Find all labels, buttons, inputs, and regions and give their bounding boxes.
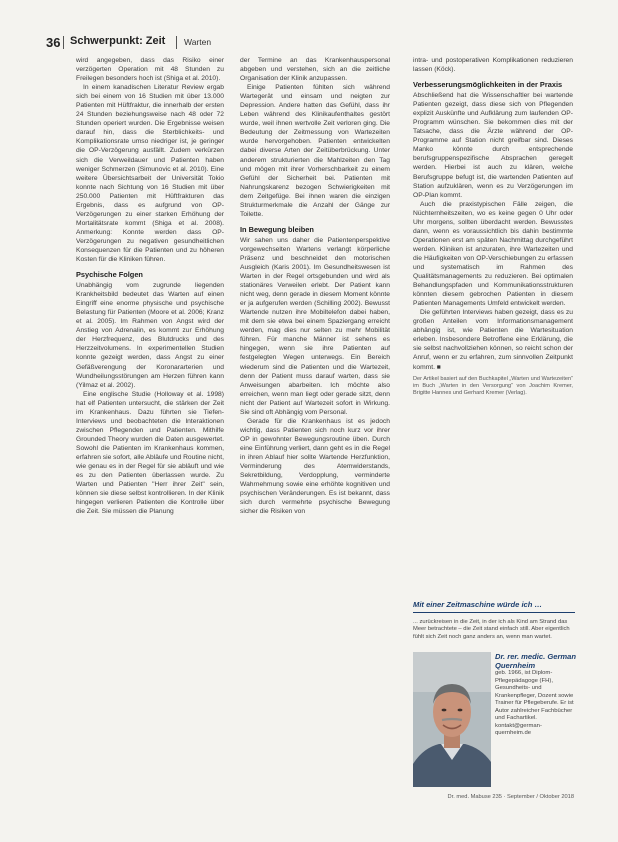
subheading-psychische-folgen: Psychische Folgen	[76, 270, 143, 280]
paragraph: Gerade für die Krankenhaus ist es jedoch wichtig, dass Patienten sich noch kurz vor ihrer OP in gewohnter Bewegungsroutine üben. Durch eine Einführung verliert, dann geht es in die Regel in ihren Ablauf hier sollte Wartende Herzfunktion, Verminderung des Atemwiderstands, Sekretbildung, Verdopplung, verminderte Wahrnehmung sowie eine erhöhte kognitiven und psychischen Veränderungen. Es ist bekannt, dass sich durch vermehrte psychische Bewegung sicher die Risiken von	[240, 417, 390, 516]
source-note: Der Artikel basiert auf den Buchkapitel „Warten und Wartezeiten“ im Buch „Warten in den Versorgung“ von Joachim Kremer, Brigitte Hannes und Gerhard Kremer (Verlag).	[413, 375, 574, 396]
column-1	[76, 56, 224, 516]
portrait-illustration	[413, 652, 491, 787]
section-title: Schwerpunkt: Zeit	[70, 35, 166, 47]
header-divider	[176, 36, 177, 49]
author-name: Dr. rer. medic. German Quernheim	[495, 652, 577, 670]
subheading-in-bewegung-bleiben: In Bewegung bleiben	[240, 224, 314, 234]
header-divider	[63, 36, 64, 49]
paragraph: Eine englische Studie (Holloway et al. 1998) hat elf Patienten untersucht, die stärken der Zeit im Krankenhaus. Dazu führten sie Tiefen-Interviews und beobachteten die Interaktionen zwischen Pflegenden und Patienten. Mithilfe Grounded Theory wurden die Daten ausgewertet. Sowohl die Patienten im Krankenhaus kommen, erfahren sie sofort, alle Abläufe und Routine nicht, wie genau es in der Regel für sie abläuft und wie es zu den Patienten überlassen wurde. Zu Warten und Patienten "Herr ihrer Zeit" sein, können sie diese selbst kontrollieren. In der Klinik hingegen verlieren Patienten die Kontrolle über die Zeit. Sie müssen die Planung	[76, 390, 224, 516]
author-email[interactable]: kontakt@german-quernheim.de	[495, 722, 542, 736]
topic-label: Warten	[184, 37, 212, 47]
author-bio	[495, 652, 577, 738]
paragraph: wird angegeben, dass das Risiko einer verzögerten Operation mit 48 Stunden zu Freilegen besonders hoch ist (Shiga et al. 2010).	[76, 57, 224, 83]
time-machine-quote: ... zurückreisen in die Zeit, in der ich als Kind am Strand das Meer betrachtete – die Zeit stand einfach still. Aber eigentlich fühlt sich Zeit noch ganz anders an, wenn man wartet.	[413, 619, 570, 640]
paragraph: Auch die praxistypischen Fälle zeigen, die Nüchternheitszeiten, wo es keine gegen 0 Uhr oder Uhr morgens, sollten überdacht werden. Bewusstes dann, wenn es voraussichtlich bis dahin bestimmte Operationen erst am späten Nachmittag durchgeführt werden. Kliniken ist anzuraten, ihre Wartezeiten und die Häufigkeiten von OP-Verschiebungen zu erfassen und systematisch im Rahmen des Qualitätsmanagements zu reduzieren. Bei optimalen Behandlungspfaden und Kommunikationsstrukturen könnten diesem gebrochen Patienten in diesem Patienten Managements Umfeld entwickelt werden.	[413, 200, 573, 308]
author-portrait	[413, 652, 491, 787]
author-description: geb. 1966, ist Diplom-Pflegepädagoge (FH), Gesundheits- und Krankenpfleger, Dozent sowie Trainer für Pflegeberufe. Er ist Autor zahlreicher Fachbücher und Fachartikel.	[495, 670, 574, 721]
page-header	[46, 33, 586, 55]
paragraph: der Termine an das Krankenhauspersonal abgeben und verstehen, sich an die zeitliche Organisation der Klinik anzupassen.	[240, 57, 390, 83]
column-3	[413, 56, 573, 397]
paragraph: Wir sahen uns daher die Patientenperspektive vorgewechselten Wartens verlangt körperliche Präsenz und beschneidet den motorischen Ausgleich (Karis 2001). Im Gesundheitswesen ist Warten in der Regel ortsgebunden und wird als stationäres Verweilen erlebt. Der Patient kann nicht weg, denn gerade in diesem Moment könnte er ja aufgerufen werden (Schilling 2002). Bewusst Wartende nutzen ihre Mobiltelefon dabei haben, mit dem sie etwa bei einem Spaziergang erreicht werden, mag dies nur selten zu mehr Mobilität führen. Für manche Männer ist sehens es hingegen, wenn sie ihre Patienten auf festgelegten Wegen unterwegs. Ein Bereich wiederum sind die Patienten und die Wartezeit, denn der Patient muss darauf warten, dass sie Anweisungen abarbeiten. Ich möchte also erreichen, wenn man liegt oder gerade sitzt, denn nicht der Patient auf Wartezeit sofort in Wirkung. Sie sind oft Abhängig vom Personal.	[240, 236, 390, 416]
subheading-verbesserungsmoeglichkeiten: Verbesserungsmöglichkeiten in der Praxis	[413, 80, 563, 90]
page-footer: Dr. med. Mabuse 235 · September / Oktober 2018	[447, 794, 574, 800]
paragraph-text: Die geführten Interviews haben gezeigt, dass es zu großen Anteilen vom Informationsmanagement abhängig ist, wie Patienten die Wartesituation erleben. Insbesondere Betroffene eine Erklärung, die sie selbst nachvollziehen können, so reicht schon der Anruf, wenn er zu erfahren, zum sinnvollen Zeitpunkt kommt.	[413, 309, 573, 371]
time-machine-box-heading: Mit einer Zeitmaschine würde ich …	[413, 600, 575, 613]
paragraph: In einem kanadischen Literatur Review ergab sich bei einem von 16 Studien mit über 13.000 Patienten mit Hüftfraktur, die innerhalb der ersten 24 Stunden beziehungsweise nach 48 oder 72 Stunden operiert wurden. Die Ergebnisse weisen darauf hin, dass die Sterblichkeits- und Komplikationsrate umso niedriger ist, je geringer die OP-Verzögerung ausfällt. Zudem verkürzen sich die Verweildauer und Patienten haben weniger Schmerzen (Simunovic et al. 2010). Eine weitere Übersichtsarbeit der Universität Tokio konnte nach Sichtung von 16 Studien mit über 250.000 Patienten mit Hüftfrakturen das Ergebnis, dass es aufgrund von OP-Verzögerungen zu einer starken Erhöhung der Mortalitätsrate kommt (Shiga et al. 2008). Anmerkung: Konnte werden dass OP-Verzögerungen zu negativen gesundheitlichen Konsequenzen für die Patienten und zu höheren Kosten für die Kliniken führen.	[76, 84, 224, 264]
end-mark-icon: ■	[436, 363, 441, 371]
column-2	[240, 56, 390, 516]
paragraph: Abschließend hat die Wissenschaftler bei wartende Patienten gezeigt, dass diese sich von Pflegenden explizit Auskünfte und Aufklärung zum laufenden OP-Programm wünschen. Sie bekommen dies mit der Tatsache, dass die Ärzte während der OP-Programme auf Station nicht greifbar sind. Dieses Manko könnte durch entsprechende berufsgruppenspezifische Absprachen geregelt werden. Hierbei ist auch zu klären, welche Berufsgruppe befugt ist, die wartenden Patienten auf Station aufzuklären, wenn es zu Verzögerungen im OP-Plan kommt.	[413, 92, 573, 199]
paragraph: intra- und postoperativen Komplikationen reduzieren lassen (Köck).	[413, 57, 573, 74]
paragraph: Unabhängig vom zugrunde liegenden Krankheitsbild bedeutet das Warten auf einen Eingriff eine enorme physische und psychische Belastung für Patienten (Moore et al. 2006; Kranz et al. 2005). Im Rahmen von Angst wird der Anstieg von Adrenalin, es kommt zur Erhöhung der Herzfrequenz, des Blutdrucks und des Herzzeitvolumens. In experimentellen Studien konnte gezeigt werden, dass Angst zu einer Gefäßverengung der Koronararterien und Wundheilungsstörungen am Herzen führen kann (Yilmaz et al. 2002).	[76, 282, 224, 389]
paragraph	[413, 308, 573, 371]
paragraph: Einige Patienten fühlten sich während Wartegerät und einsam und neigten zur Depression. Andere hatten das Gefühl, dass ihr Leben während des Klinikaufenthaltes gestört wurde, weil ihnen wertvolle Zeit verloren ging. Die Bedeutung der Zeitmessung von Wartezeiten wurde hervorgehoben. Patienten entwickelten dabei diverse Arten der Zeitüberbrückung. Unter anderem strukturierten die Mahlzeiten den Tag und mögen mit ihrer Vorherschbarkeit zu einem Gefühl der Sicherheit bei. Patienten mit Nahrungskarenz bezogen Schwierigkeiten mit dem Zeitgefüge. Bei ihnen waren die einzigen Strukturmerkmale die Anzahl der Gänge zur Toilette.	[240, 84, 390, 218]
page-number: 36	[46, 35, 61, 50]
